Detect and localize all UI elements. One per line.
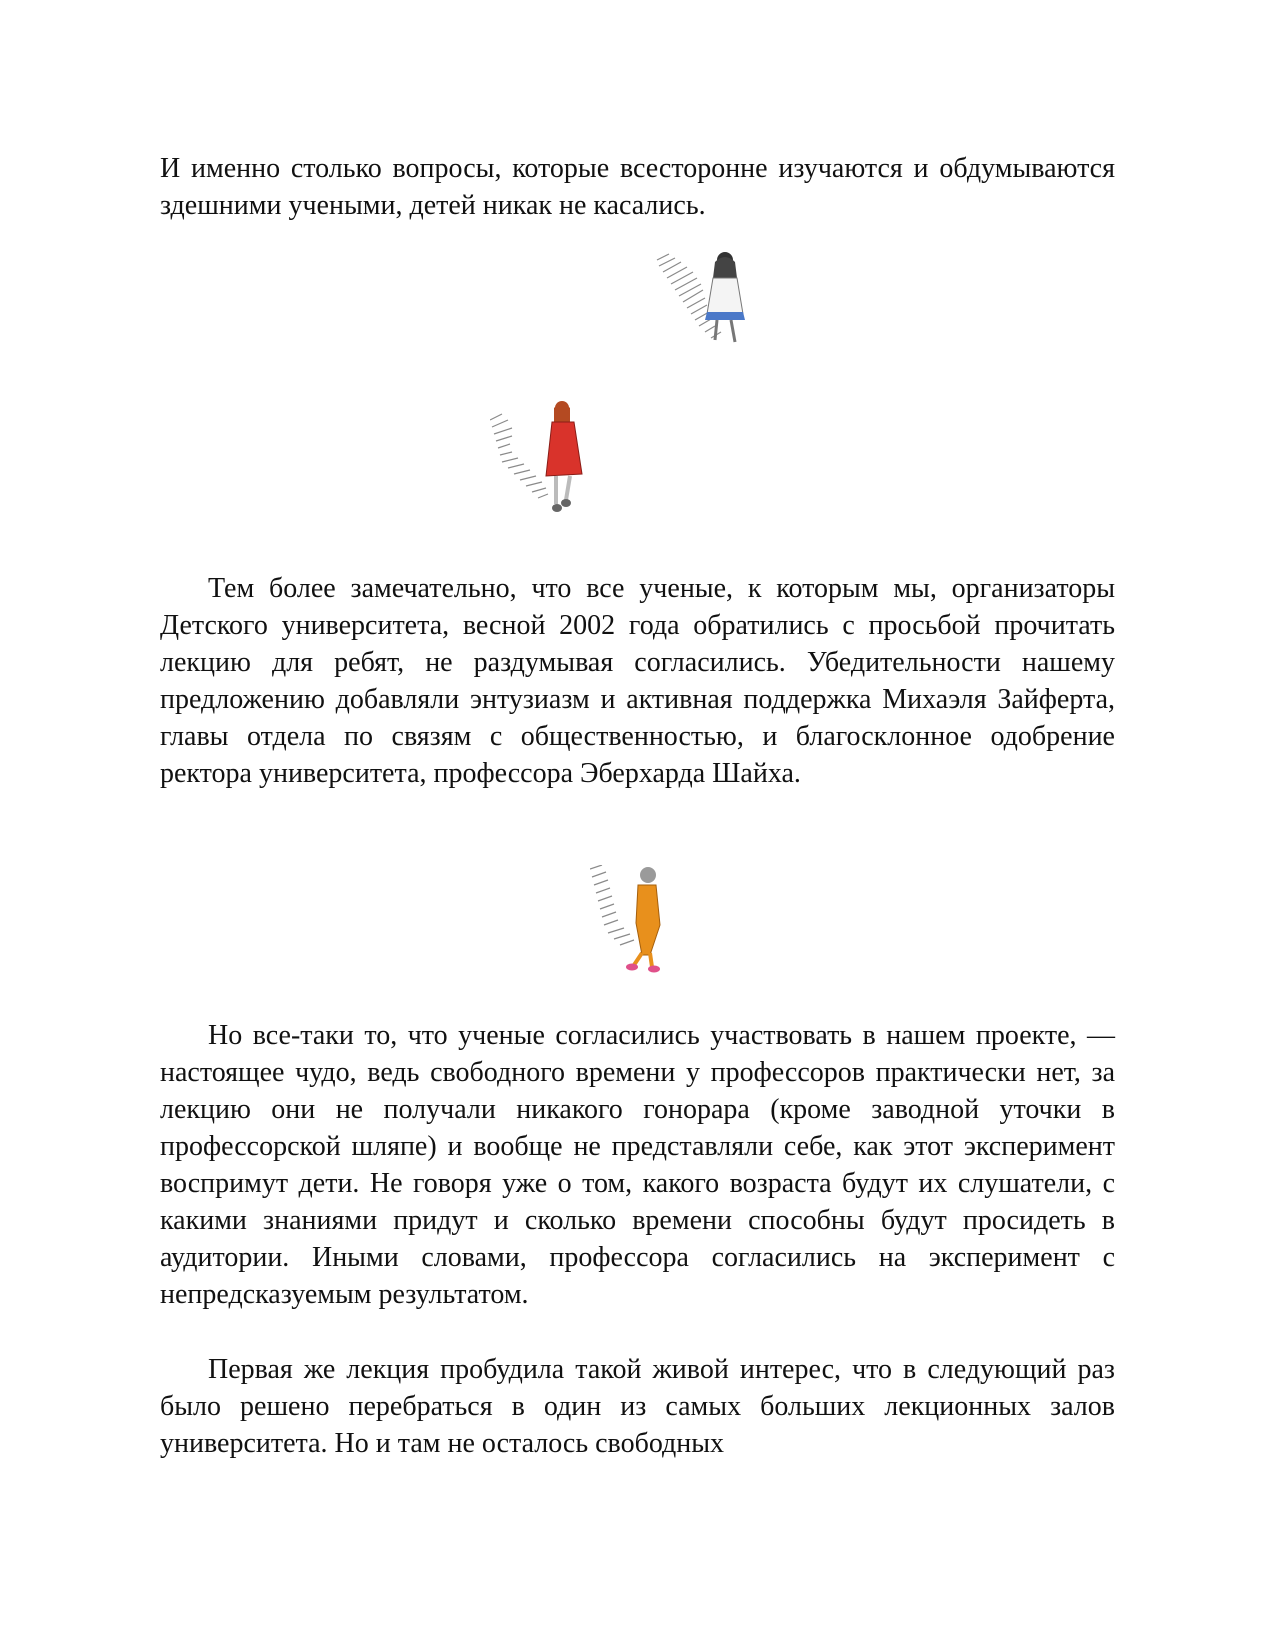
paragraph-1: И именно столько вопросы, которые всесторонне изучаются и обдумываются здешними учеными, детей никак не касались.: [160, 153, 1115, 221]
left-leg: [715, 320, 717, 340]
right-leg: [650, 953, 652, 967]
child-in-white-dress-illustration: [655, 250, 765, 360]
head: [640, 867, 656, 883]
shadow-hatching: [490, 414, 548, 498]
paragraph-2: Тем более замечательно, что все ученые, к которым мы, организаторы Детского университета, весной 2002 года обратились с просьбой прочитать лекцию для ребят, не раздумывая согласились. Убедительности нашему предложению добавляли энтузиазм и активная поддержка Михаэля Зайферта, главы отдела по связям с общественностью, и благосклонное одобрение ректора университета, профессора Эберхарда Шайха.: [160, 573, 1115, 789]
white-dress: [707, 278, 743, 314]
shoe: [552, 504, 562, 512]
child-in-orange-illustration: [590, 865, 685, 975]
shoe: [561, 499, 571, 507]
hair: [713, 257, 737, 278]
blue-skirt: [705, 312, 745, 320]
orange-outfit: [636, 885, 660, 955]
pink-shoe: [648, 966, 660, 973]
red-coat: [546, 422, 582, 476]
pink-shoe: [626, 964, 638, 971]
paragraph-4: Первая же лекция пробудила такой живой интерес, что в следующий раз было решено перебраться в один из самых больших лекционных залов университета. Но и там не осталось свободных: [160, 1354, 1115, 1459]
right-leg: [566, 476, 570, 500]
left-leg: [634, 953, 642, 965]
child-in-red-coat-illustration: [490, 400, 610, 530]
paragraph-3: Но все-таки то, что ученые согласились участвовать в нашем проекте, — настоящее чудо, ведь свободного времени у профессоров практически нет, за лекцию они не получали никакого гонорара (кроме заводной уточки в профессорской шляпе) и вообще не представляли себе, как этот эксперимент воспримут дети. Не говоря уже о том, какого возраста будут их слушатели, с какими знаниями придут и сколько времени способны будут просидеть в аудитории. Иными словами, профессора согласились на эксперимент с непредсказуемым результатом.: [160, 1020, 1115, 1310]
right-leg: [731, 320, 735, 342]
shadow-hatching: [590, 865, 634, 945]
hair: [554, 404, 570, 422]
